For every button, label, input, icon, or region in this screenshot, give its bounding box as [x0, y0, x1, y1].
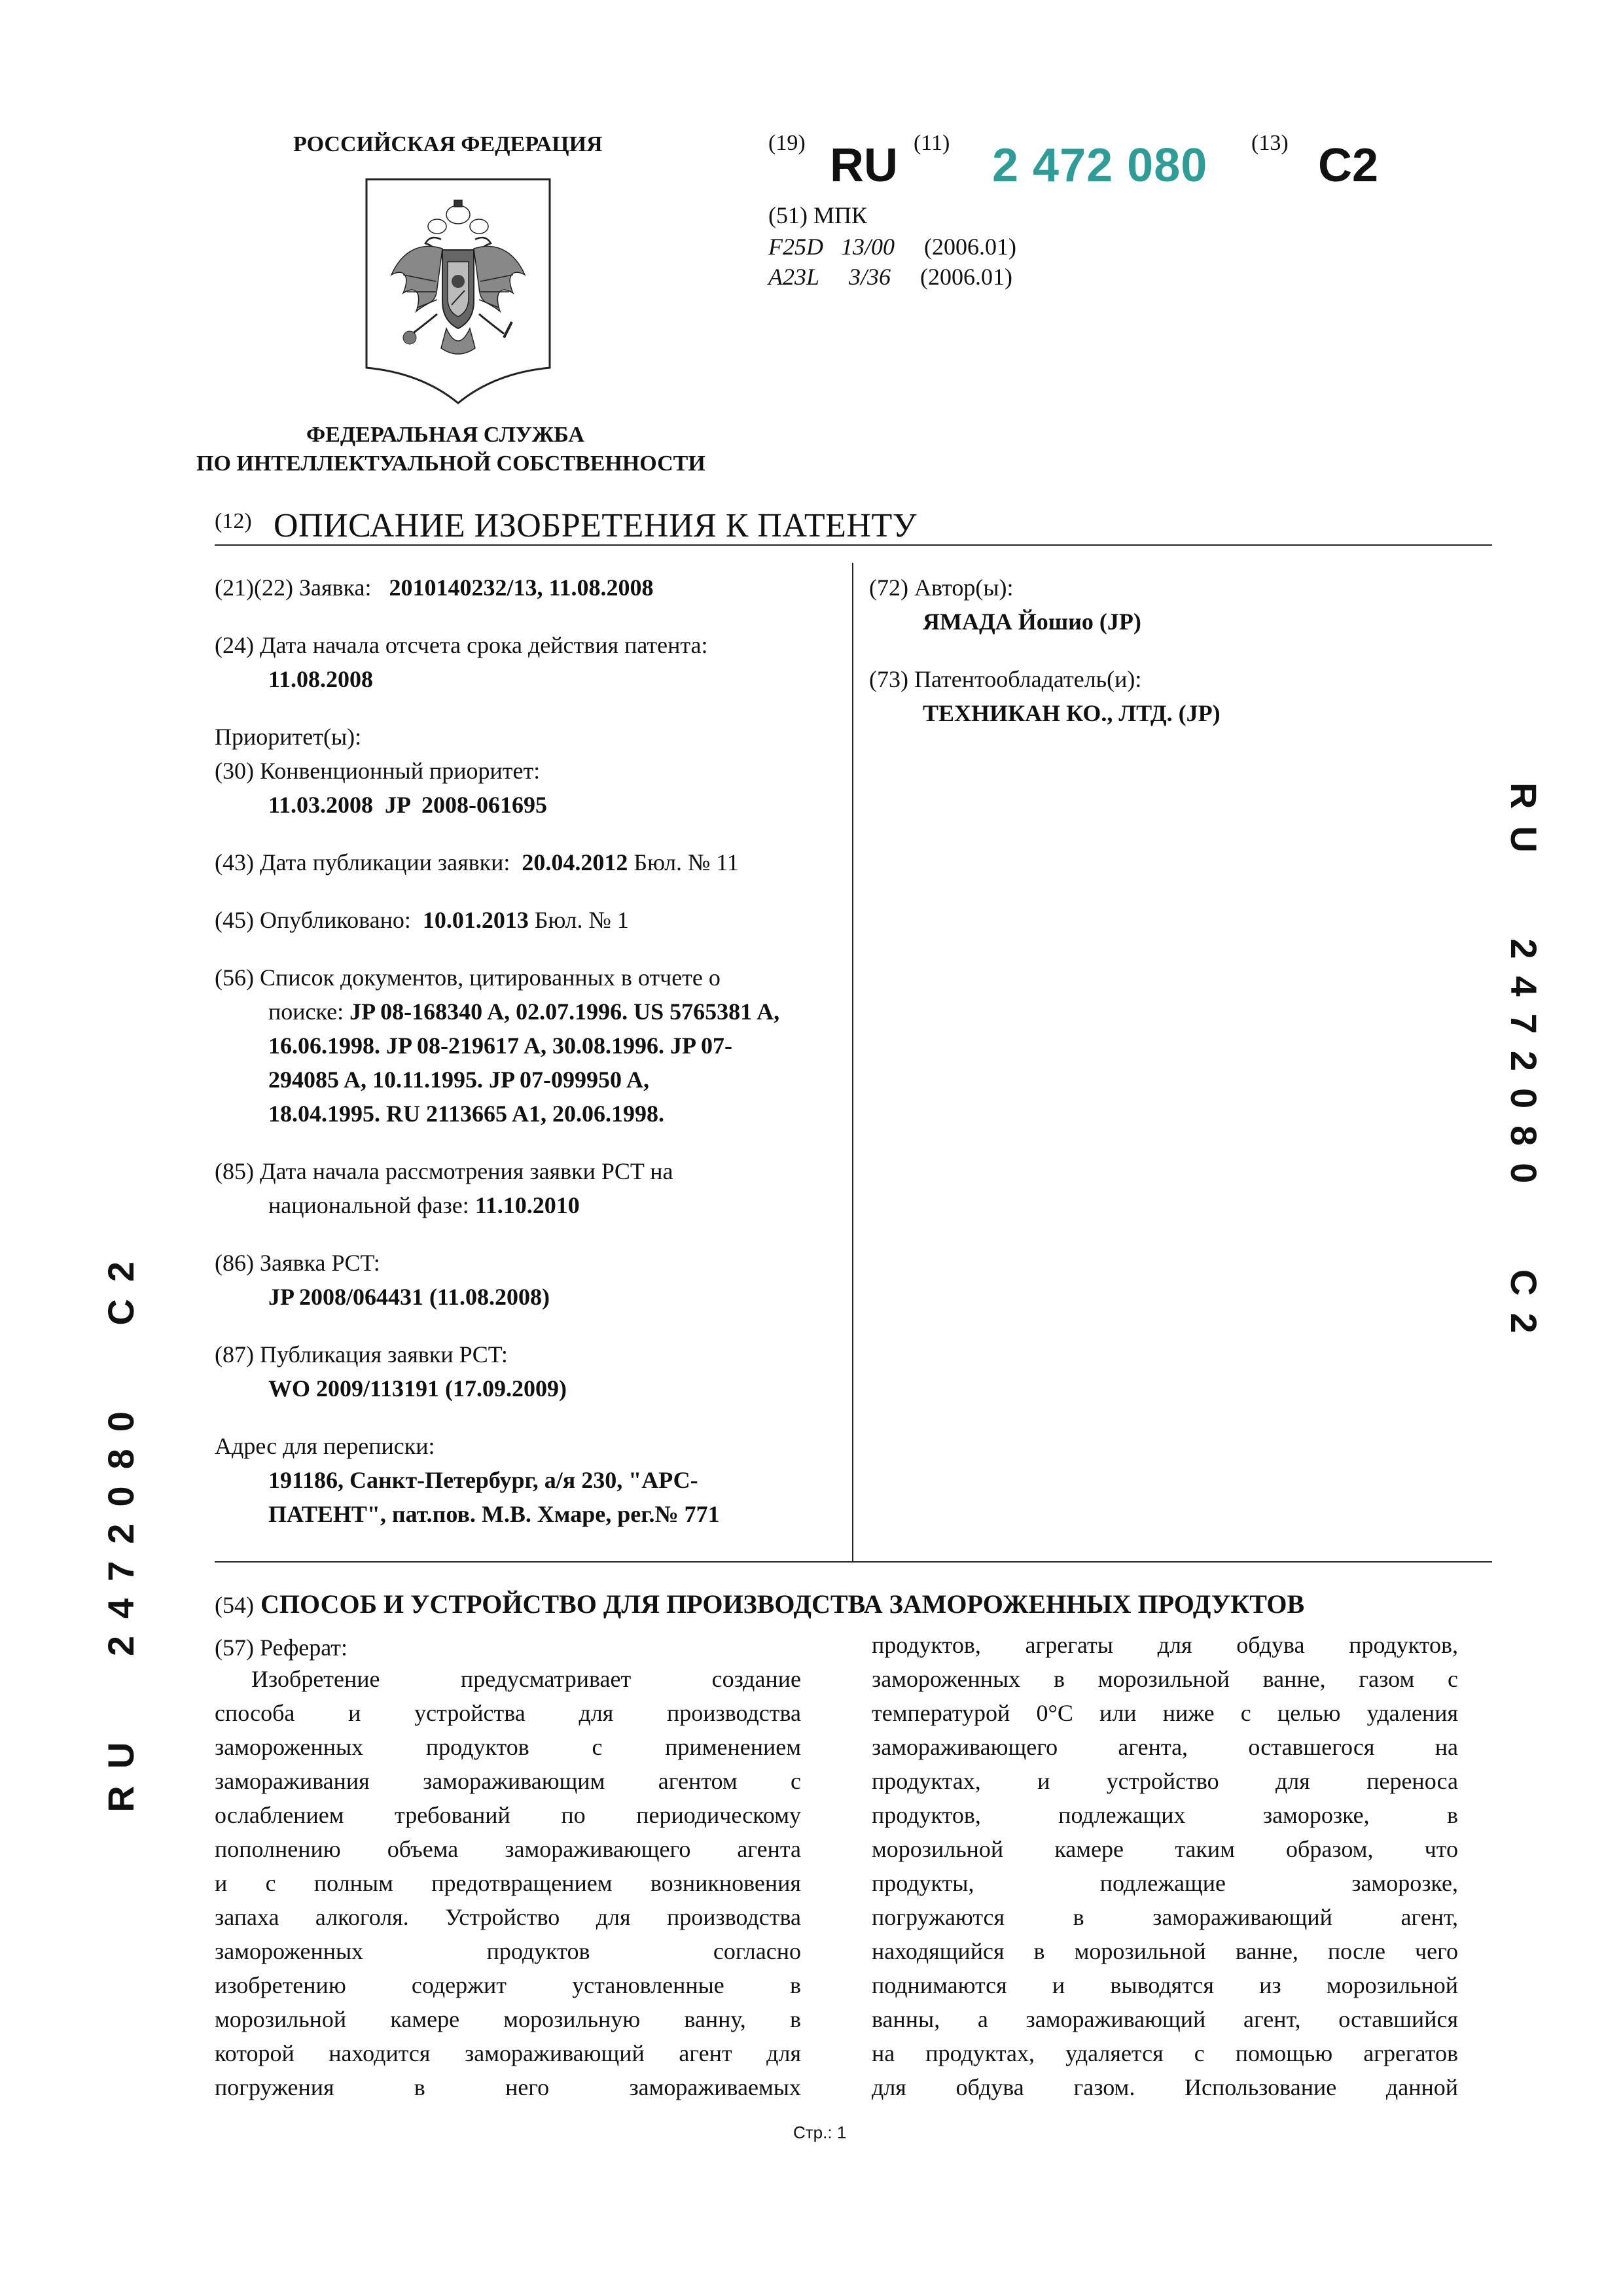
abstract-line: замороженных продуктов согласно	[215, 1938, 801, 1964]
abstract-line: продуктах, и устройство для переноса	[872, 1768, 1458, 1794]
abstract-line: поднимаются и выводятся из морозильной	[872, 1972, 1458, 1998]
abstract-line: замороженных в морозильной ванне, газом с	[872, 1666, 1458, 1692]
conventional-priority-value: 11.03.2008 JP 2008-061695	[268, 792, 548, 818]
abstract-line: морозильной камере таким образом, что	[872, 1836, 1458, 1862]
application-value: 2010140232/13, 11.08.2008	[389, 574, 654, 601]
biblio-bottom-rule	[215, 1561, 1492, 1563]
coat-of-arms-icon	[364, 177, 552, 406]
ipc-version: (2006.01)	[920, 264, 1013, 290]
ipc-row-2	[768, 263, 1012, 291]
abstract-line: пополнению объема замораживающего агента	[215, 1836, 801, 1862]
side-stamp-right: RU 2472080 C2	[1503, 783, 1544, 1351]
pct-publication-value: WO 2009/113191 (17.09.2009)	[268, 1375, 567, 1402]
abstract-line: изобретению содержит установленные в	[215, 1972, 801, 1998]
inid-code-19: (19)	[768, 131, 806, 155]
abstract-line: продуктов, агрегаты для обдува продуктов,	[872, 1632, 1458, 1658]
country-name: РОССИЙСКАЯ ФЕДЕРАЦИЯ	[293, 132, 603, 156]
author-value: ЯМАДА Йошио (JP)	[923, 609, 1141, 635]
pct-publication-label: (87) Публикация заявки PCT:	[215, 1341, 508, 1368]
cited-line-2: 16.06.1998. JP 08-219617 A, 30.08.1996. JP 07-	[268, 1033, 732, 1059]
page-number: Стр.: 1	[793, 2123, 847, 2142]
abstract-line: ослаблением требований по периодическому	[215, 1802, 801, 1828]
application-label: (21)(22) Заявка:	[215, 574, 372, 601]
cited-line-3: 294085 A, 10.11.1995. JP 07-099950 A,	[268, 1067, 650, 1093]
abstract-line: погружения в него замораживаемых	[215, 2074, 801, 2100]
inid-code-11: (11)	[914, 131, 950, 155]
published-bulletin: Бюл. № 1	[534, 907, 629, 933]
published-label: (45) Опубликовано:	[215, 907, 411, 933]
abstract-line: погружаются в замораживающий агент,	[872, 1904, 1458, 1930]
abstract-line: продуктов, подлежащих заморозке, в	[872, 1802, 1458, 1828]
abstract-right-column	[872, 1628, 1458, 2104]
abstract-line: которой находится замораживающий агент для	[215, 2040, 801, 2066]
abstract-line: замороженных продуктов с применением	[215, 1734, 801, 1760]
pct-national-phase	[268, 1193, 580, 1217]
abstract-line: находящийся в морозильной ванне, после чего	[872, 1938, 1458, 1964]
cited-documents-label: (56) Список документов, цитированных в отчете о	[215, 964, 721, 991]
term-start-value: 11.08.2008	[268, 666, 374, 692]
author-label: (72) Автор(ы):	[869, 574, 1014, 601]
pct-national-phase-label-2: национальной фазе:	[268, 1192, 469, 1218]
abstract-label: (57) Реферат:	[215, 1634, 348, 1661]
app-publication-label: (43) Дата публикации заявки:	[215, 849, 510, 875]
abstract-line: способа и устройства для производства	[215, 1700, 801, 1726]
owner-value: ТЕХНИКАН КО., ЛТД. (JP)	[923, 700, 1221, 726]
pct-application-label: (86) Заявка PCT:	[215, 1250, 380, 1276]
patent-publication	[215, 908, 629, 932]
inid-code-54: (54)	[215, 1592, 254, 1618]
inid-code-12: (12)	[215, 509, 252, 533]
cited-line-1	[268, 1000, 779, 1023]
ipc-label: (51) МПК	[768, 202, 867, 228]
side-stamp-left: RU 2472080 C2	[100, 1245, 141, 1812]
abstract-line: на продуктах, удаляется с помощью агрегатов	[872, 2040, 1458, 2066]
priority-label: Приоритет(ы):	[215, 724, 362, 750]
abstract-line: замораживания замораживающим агентом с	[215, 1768, 801, 1794]
pct-application-value: JP 2008/064431 (11.08.2008)	[268, 1284, 550, 1310]
invention-title	[215, 1591, 1304, 1617]
correspondence-address-line-2: ПАТЕНТ", пат.пов. М.В. Хмаре, рег.№ 771	[268, 1501, 720, 1527]
invention-title-text: СПОСОБ И УСТРОЙСТВО ДЛЯ ПРОИЗВОДСТВА ЗАМОРОЖЕННЫХ ПРОДУКТОВ	[260, 1589, 1305, 1619]
abstract-left-column	[215, 1662, 801, 2104]
title-rule	[215, 544, 1492, 546]
ipc-group: 13/00	[841, 234, 895, 260]
abstract-line: продукты, подлежащие заморозке,	[872, 1870, 1458, 1896]
correspondence-address-line-1: 191186, Санкт-Петербург, а/я 230, "АРС-	[268, 1467, 698, 1493]
application-field	[215, 576, 653, 599]
coat-of-arms-emblem	[364, 177, 552, 406]
abstract-line: температурой 0°C или ниже с целью удаления	[872, 1700, 1458, 1726]
app-publication-bulletin: Бюл. № 11	[633, 849, 740, 875]
abstract-line: морозильной камере морозильную ванну, в	[215, 2006, 801, 2032]
conventional-priority-label: (30) Конвенционный приоритет:	[215, 758, 541, 784]
ipc-row-1	[768, 233, 1016, 260]
kind-code: C2	[1318, 139, 1379, 192]
abstract-line: ванны, а замораживающий агент, оставшийся	[872, 2006, 1458, 2032]
patent-number: 2 472 080	[992, 139, 1208, 192]
abstract-first-line: Изобретение предусматривает создание	[251, 1666, 801, 1692]
correspondence-address-label: Адрес для переписки:	[215, 1433, 435, 1459]
ipc-version: (2006.01)	[924, 234, 1016, 260]
cited-documents-value: JP 08-168340 A, 02.07.1996. US 5765381 A,	[349, 998, 780, 1025]
term-start-label: (24) Дата начала отсчета срока действия патента:	[215, 632, 708, 658]
abstract-line: и с полным предотвращением возникновения	[215, 1870, 801, 1896]
biblio-divider	[852, 563, 853, 1561]
inid-code-13: (13)	[1251, 131, 1289, 155]
country-code: RU	[830, 139, 898, 192]
cited-line-4: 18.04.1995. RU 2113665 A1, 20.06.1998.	[268, 1101, 665, 1127]
owner-label: (73) Патентообладатель(и):	[869, 666, 1142, 692]
abstract-line: для обдува газом. Использование данной	[872, 2074, 1458, 2100]
cited-search-label: поиске:	[268, 998, 344, 1025]
app-publication-date: 20.04.2012	[522, 849, 628, 875]
ipc-class: F25D	[768, 234, 823, 260]
ipc-group: 3/36	[849, 264, 891, 290]
application-publication	[215, 851, 739, 874]
pct-national-phase-value: 11.10.2010	[474, 1192, 580, 1218]
agency-line-2: ПО ИНТЕЛЛЕКТУАЛЬНОЙ СОБСТВЕННОСТИ	[196, 451, 705, 476]
published-date: 10.01.2013	[422, 907, 529, 933]
agency-line-1: ФЕДЕРАЛЬНАЯ СЛУЖБА	[306, 423, 584, 447]
ipc-class: A23L	[768, 264, 820, 290]
abstract-line: запаха алкоголя. Устройство для производства	[215, 1904, 801, 1930]
abstract-line: замораживающего агента, оставшегося на	[872, 1734, 1458, 1760]
document-type-title: ОПИСАНИЕ ИЗОБРЕТЕНИЯ К ПАТЕНТУ	[274, 507, 918, 544]
pct-national-phase-label: (85) Дата начала рассмотрения заявки PCT на	[215, 1158, 673, 1184]
